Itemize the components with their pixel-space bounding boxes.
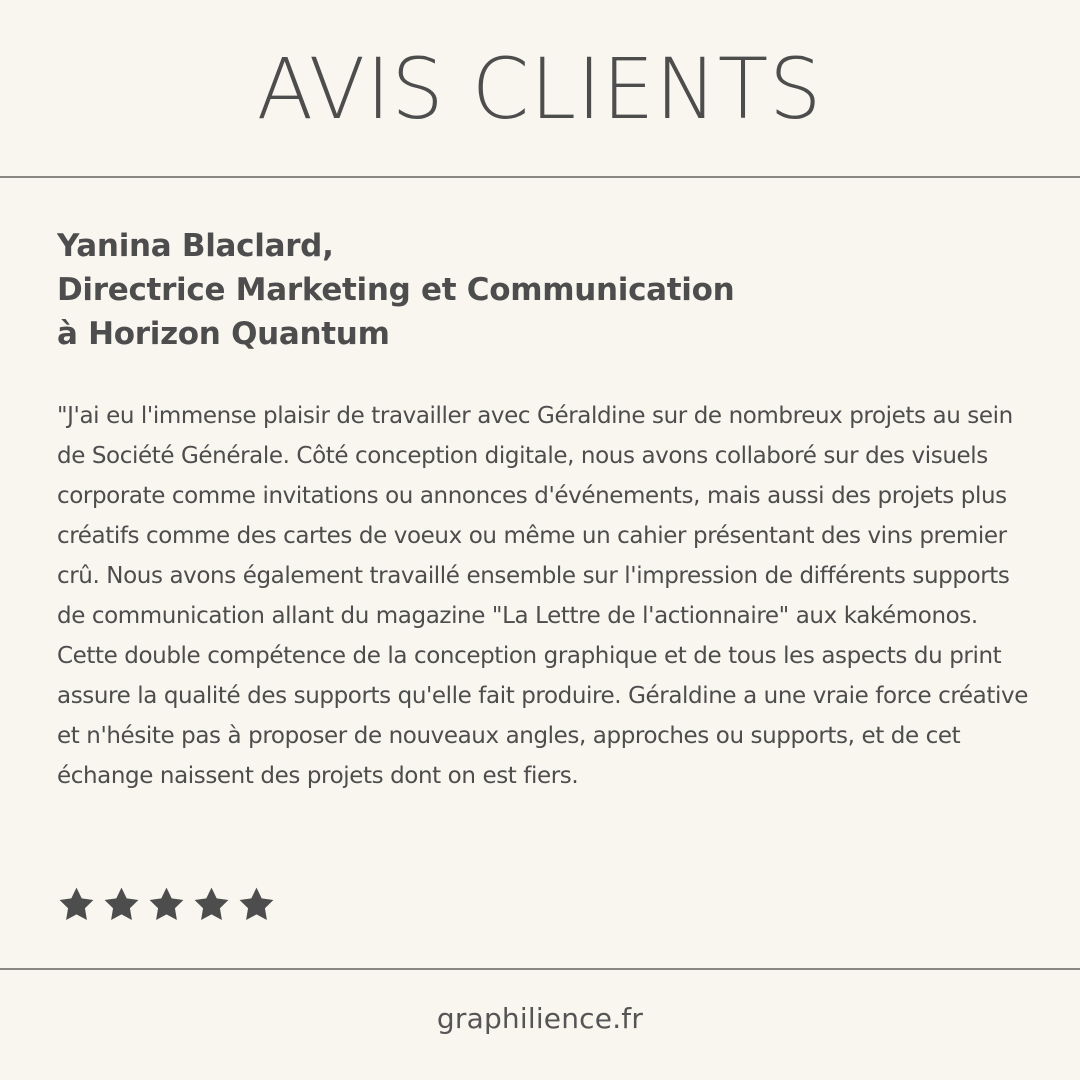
star-icon <box>237 885 276 924</box>
website-link[interactable]: graphilience.fr <box>436 1002 644 1035</box>
header <box>0 0 1080 177</box>
author-role: Directrice Marketing et Communication <box>57 272 735 308</box>
review-quote: "J'ai eu l'immense plaisir de travailler avec Géraldine sur de nombreux projets au sein de Société Générale. Côté conception digitale, nous avons collaboré sur des visuels corporate comme invitations ou annonces d'événements, mais aussi des projets plus créatifs comme des cartes de voeux ou même un cahier présentant des vins premier crû. Nous avons également travaillé ensemble sur l'impression de différents supports de communication allant du magazine "La Lettre de l'actionnaire" aux kakémonos. Cette double compétence de la conception graphique et de tous les aspects du print assure la qualité des supports qu'elle fait produire. Géraldine a une vraie force créative et n'hésite pas à proposer de nouveaux angles, approches ou supports, et de cet échange naissent des projets dont on est fiers. <box>57 403 1028 789</box>
author-name: Yanina Blaclard, <box>57 228 334 264</box>
author-company: à Horizon Quantum <box>57 316 390 352</box>
star-icon <box>147 885 186 924</box>
page-title: AVIS CLIENTS <box>257 39 823 138</box>
star-rating <box>57 885 276 924</box>
star-icon <box>192 885 231 924</box>
star-icon <box>57 885 96 924</box>
star-icon <box>102 885 141 924</box>
bottom-divider <box>0 968 1080 970</box>
top-divider <box>0 176 1080 178</box>
review-author <box>57 224 957 356</box>
